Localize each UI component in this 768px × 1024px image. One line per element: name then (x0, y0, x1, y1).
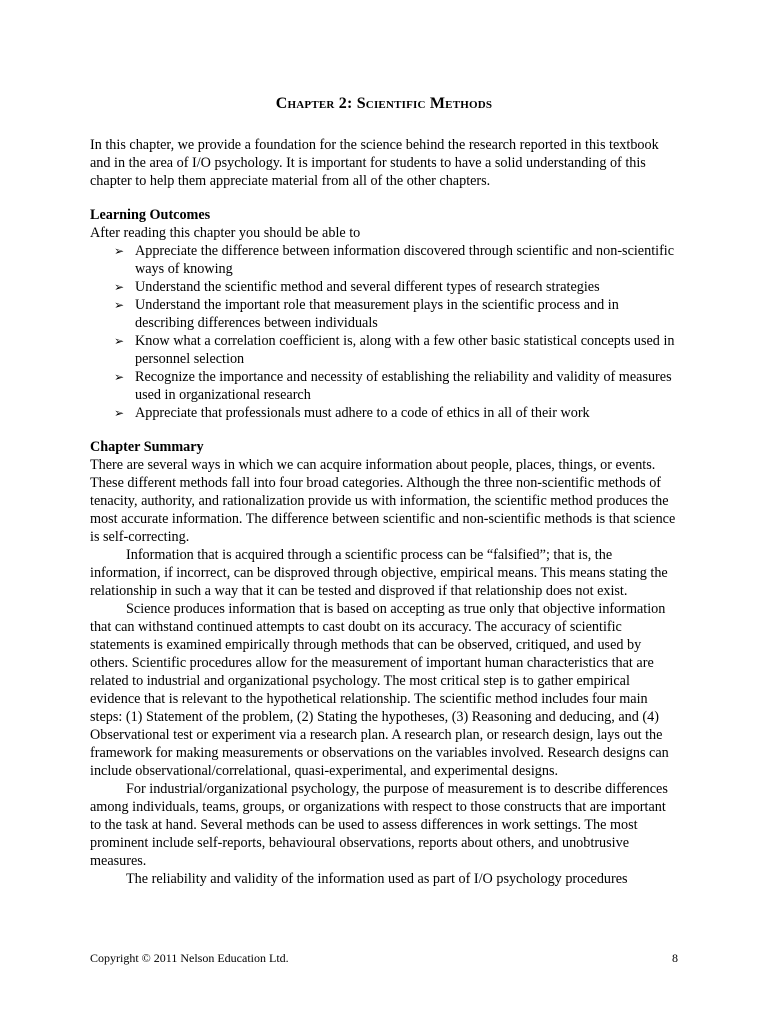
list-item (114, 278, 678, 296)
arrow-bullet-icon: ➢ (114, 298, 125, 312)
list-item (114, 368, 678, 404)
summary-paragraph: For industrial/organizational psychology, the purpose of measurement is to describe differences among individuals, teams, groups, or organizations with respect to those constructs that are important to the task at hand. Several methods can be used to assess differences in work settings. The most prominent include self-reports, behavioural observations, reports about others, and unobtrusive measures. (90, 781, 668, 869)
learning-outcomes-list (90, 242, 678, 422)
list-item-text: Know what a correlation coefficient is, along with a few other basic statistical concepts used in personnel selection (135, 333, 675, 367)
summary-paragraph: Science produces information that is based on accepting as true only that objective information that can withstand continued attempts to cast doubt on its accuracy. The accuracy of scientific statements is examined empirically through methods that can be observed, critiqued, and used by others. Scientific procedures allow for the measurement of important human characteristics that are related to industrial and organizational psychology. The most critical step is to gather empirical evidence that is relevant to the hypothetical relationship. The scientific method includes four main steps: (1) Statement of the problem, (2) Stating the hypotheses, (3) Reasoning and deducing, and (4) Observational test or experiment via a research plan. A research plan, or research design, lays out the framework for making measurements or observations on the variables involved. Research designs can include observational/correlational, quasi-experimental, and experimental designs. (90, 601, 669, 779)
arrow-bullet-icon: ➢ (114, 334, 125, 348)
arrow-bullet-icon: ➢ (114, 280, 125, 294)
arrow-bullet-icon: ➢ (114, 370, 125, 384)
learning-outcomes-section (90, 206, 678, 422)
learning-outcomes-lead: After reading this chapter you should be able to (90, 225, 361, 241)
chapter-title: Chapter 2: Scientific Methods (275, 95, 493, 112)
list-item-text: Appreciate the difference between information discovered through scientific and non-scientific ways of knowing (135, 243, 675, 277)
copyright-notice: Copyright © 2011 Nelson Education Ltd. (90, 951, 289, 965)
list-item (114, 404, 678, 422)
summary-paragraph: The reliability and validity of the information used as part of I/O psychology procedures (126, 871, 628, 887)
arrow-bullet-icon: ➢ (114, 406, 125, 420)
list-item (114, 332, 678, 368)
intro-paragraph: In this chapter, we provide a foundation for the science behind the research reported in this textbook and in the area of I/O psychology. It is important for students to have a solid understanding of this chapter to help them appreciate material from all of the other chapters. (90, 137, 659, 189)
list-item (114, 296, 678, 332)
learning-outcomes-heading: Learning Outcomes (90, 207, 211, 223)
list-item-text: Understand the scientific method and several different types of research strategies (135, 279, 600, 295)
summary-paragraph: There are several ways in which we can acquire information about people, places, things, or events. These different methods fall into four broad categories. Although the three non-scientific methods of tenacity, authority, and rationalization provide us with information, the scientific method produces the most accurate information. The difference between scientific and non-scientific methods is that science is self-correcting. (90, 457, 676, 545)
arrow-bullet-icon: ➢ (114, 244, 125, 258)
page-number: 8 (672, 951, 678, 965)
list-item (114, 242, 678, 278)
list-item-text: Recognize the importance and necessity of establishing the reliability and validity of measures used in organizational research (135, 369, 672, 403)
list-item-text: Appreciate that professionals must adhere to a code of ethics in all of their work (135, 405, 590, 421)
chapter-summary-section (90, 438, 678, 888)
chapter-summary-heading: Chapter Summary (90, 439, 204, 455)
summary-paragraph: Information that is acquired through a scientific process can be “falsified”; that is, the information, if incorrect, can be disproved through objective, empirical means. This means stating the relationship in such a way that it can be tested and disproved if that relationship does not exist. (90, 547, 668, 599)
page-footer (90, 950, 678, 966)
list-item-text: Understand the important role that measurement plays in the scientific process and in describing differences between individuals (135, 297, 619, 331)
